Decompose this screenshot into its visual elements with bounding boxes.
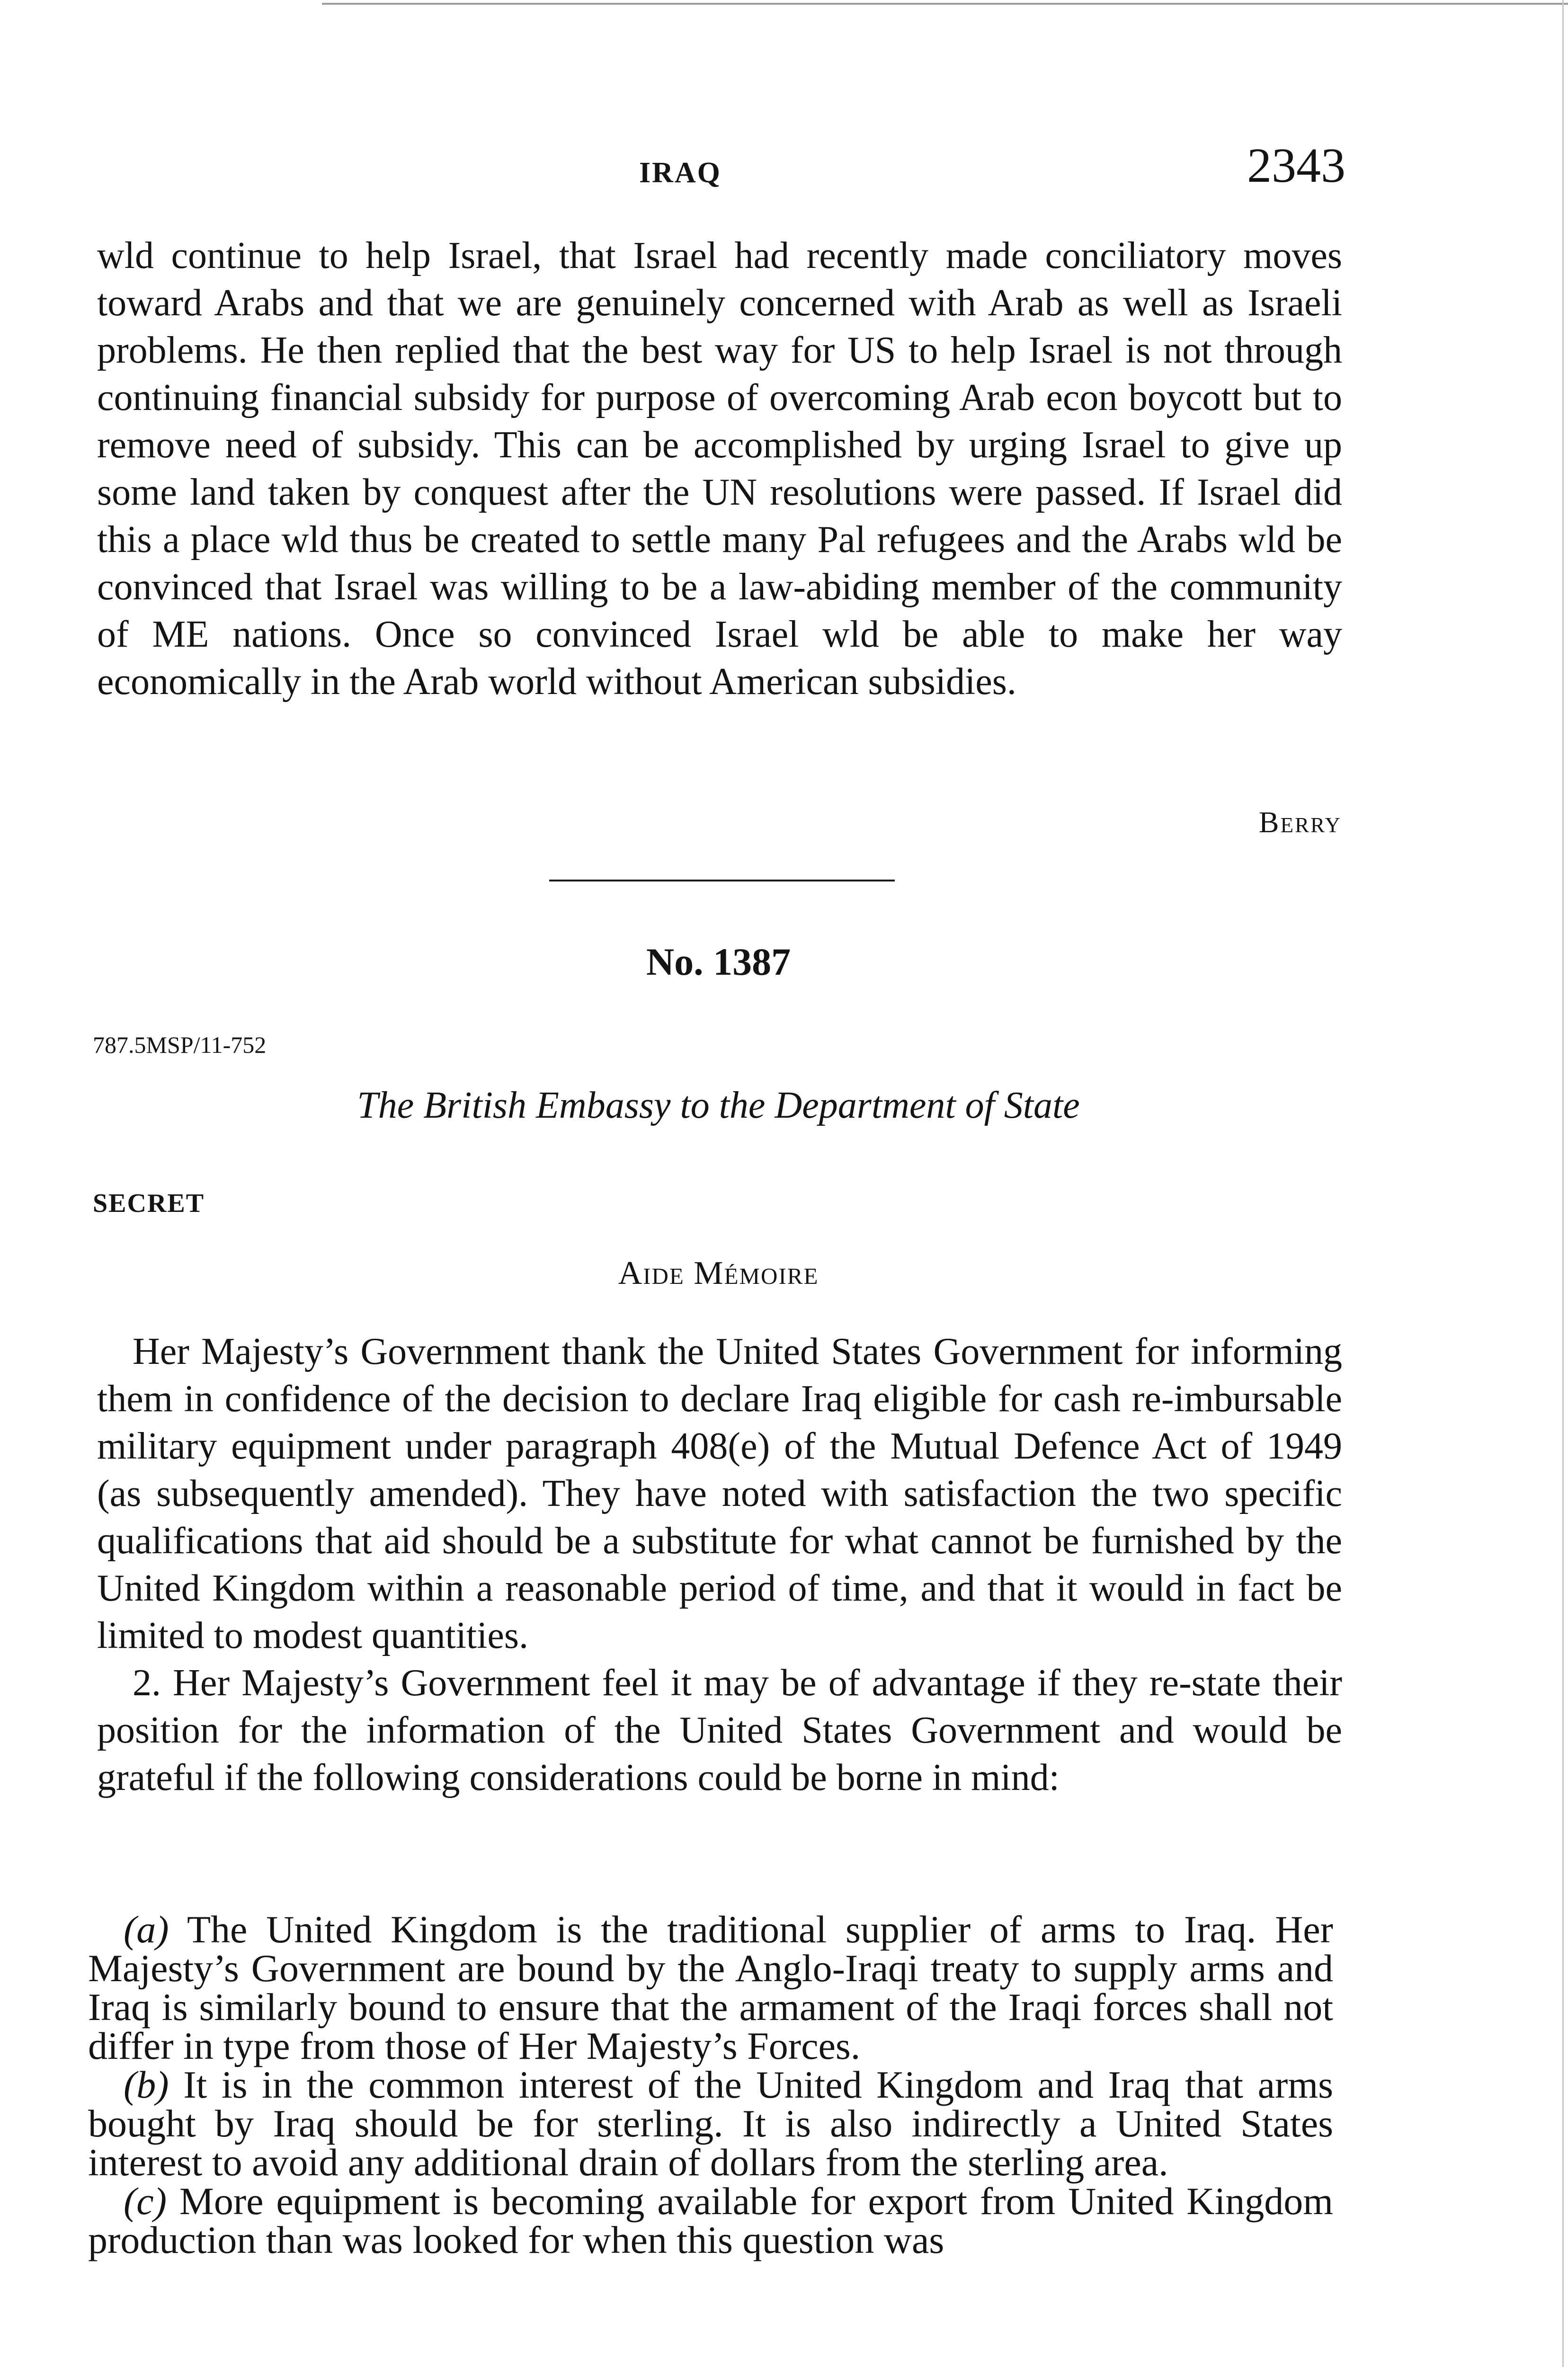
document-subheading: Aide Mémoire <box>618 1255 819 1291</box>
paragraph-1: Her Majesty’s Government thank the United States Government for informing them in confidence of the decision to declare Iraq eligible for cash re-imbursable military equipment under paragraph 408(e) of the Mutual Defence Act of 1949 (as subsequently amended). They have noted with satisfaction the two specific qualifications that aid should be a substitute for what cannot be furnished by the United Kingdom within a reasonable period of time, and that it would in fact be limited to modest quantities. <box>97 1331 1342 1656</box>
classification-label: SECRET <box>93 1189 205 1218</box>
signature: Berry <box>1258 805 1342 839</box>
consideration-c-label: (c) <box>124 2180 167 2223</box>
consideration-b-label: (b) <box>124 2063 169 2106</box>
document-heading: The British Embassy to the Department of State <box>357 1085 1080 1126</box>
consideration-a <box>88 1910 1333 2065</box>
consideration-c <box>88 2182 1333 2260</box>
running-head: IRAQ <box>639 157 722 189</box>
top-scan-edge <box>322 3 1568 5</box>
consideration-c-text: More equipment is becoming available for export from United Kingdom production than was looked for when this question was <box>88 2180 1334 2261</box>
document-number: No. 1387 <box>646 940 791 983</box>
consideration-a-label: (a) <box>124 1908 169 1951</box>
continuation-text <box>97 232 1342 705</box>
file-reference: 787.5MSP/11-752 <box>93 1032 267 1058</box>
right-scan-edge <box>1562 0 1564 2367</box>
section-divider <box>549 880 895 881</box>
page-number: 2343 <box>1247 138 1345 193</box>
considerations-list <box>88 1910 1333 2260</box>
consideration-b-text: It is in the common interest of the United Kingdom and Iraq that arms bought by Iraq should be for sterling. It is also indirectly a United States interest to avoid any additional drain of dollars from the sterling area. <box>88 2063 1334 2184</box>
paragraph-2: 2. Her Majesty’s Government feel it may be of advantage if they re-state their position for the information of the United States Government and would be grateful if the following considerations could be borne in mind: <box>97 1662 1342 1798</box>
consideration-b <box>88 2065 1333 2182</box>
continuation-paragraph: wld continue to help Israel, that Israel had recently made conciliatory moves toward Arabs and that we are genuinely concerned with Arab as well as Israeli problems. He then replied that the best way for US to help Israel is not through continuing financial subsidy for purpose of overcoming Arab econ boycott but to remove need of subsidy. This can be accomplished by urging Israel to give up some land taken by conquest after the UN resolutions were passed. If Israel did this a place wld thus be created to settle many Pal refugees and the Arabs wld be convinced that Israel was willing to be a law-abiding member of the community of ME nations. Once so convinced Israel wld be able to make her way economically in the Arab world without American subsidies. <box>97 235 1342 703</box>
aide-memoire-body <box>97 1328 1342 1801</box>
consideration-a-text: The United Kingdom is the traditional supplier of arms to Iraq. Her Majesty’s Government are bound by the Anglo-Iraqi treaty to supply arms and Iraq is similarly bound to ensure that the armament of the Iraqi forces shall not differ in type from those of Her Majesty’s Forces. <box>88 1908 1333 2067</box>
